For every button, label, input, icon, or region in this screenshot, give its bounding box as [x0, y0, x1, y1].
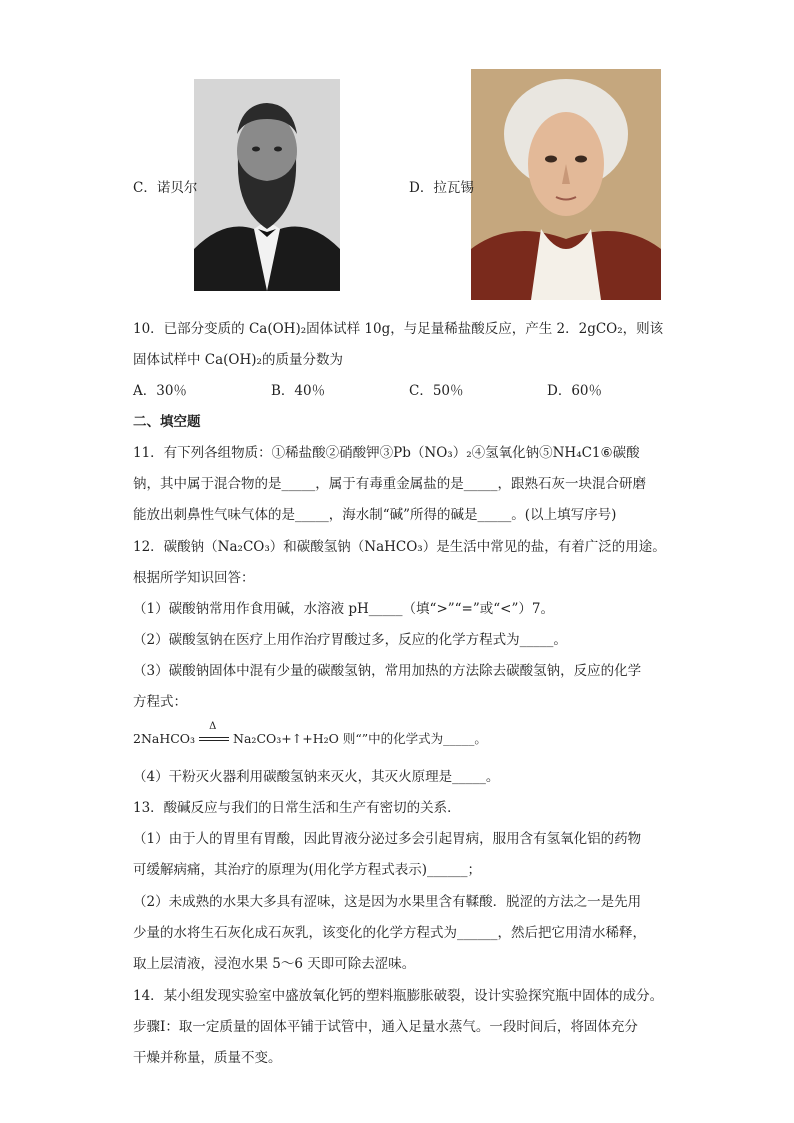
equation-arrow	[199, 720, 229, 745]
q13-part2c: 取上层清液，浸泡水果 5～6 天即可除去涩味。	[133, 956, 416, 972]
heat-condition: Δ	[209, 720, 217, 732]
q13-part2a: （2）未成熟的水果大多具有涩味，这是因为水果里含有鞣酸．脱涩的方法之一是先用	[133, 894, 642, 910]
q10-line2: 固体试样中 Ca(OH)₂的质量分数为	[133, 352, 343, 368]
lavoisier-portrait	[471, 69, 661, 300]
q12-line2: 根据所学知识回答：	[133, 570, 255, 586]
equation-left: 2NaHCO₃	[133, 731, 196, 746]
q12-part1: （1）碳酸钠常用作食用碱，水溶液 pH_____（填“>”“=”或“<”）7。	[133, 601, 554, 617]
q10-option-d: D．60％	[547, 383, 603, 399]
q11-line3: 能放出刺鼻性气味气体的是_____，海水制“碱”所得的碱是_____。(以上填写序号)	[133, 507, 617, 523]
q14-line2: 步骤Ⅰ：取一定质量的固体平铺于试管中，通入足量水蒸气。一段时间后，将固体充分	[133, 1019, 638, 1035]
q13-part2b: 少量的水将生石灰化成石灰乳，该变化的化学方程式为______，然后把它用清水稀释，	[133, 925, 646, 941]
option-c-label: C．诺贝尔	[133, 180, 198, 196]
q13-part1b: 可缓解病痛，其治疗的原理为(用化学方程式表示)______；	[133, 862, 482, 878]
q10-option-a: A．30％	[133, 383, 187, 399]
nobel-portrait	[194, 79, 340, 291]
q10-option-b: B．40％	[271, 383, 326, 399]
q10-option-c: C．50％	[409, 383, 464, 399]
q14-line1: 14．某小组发现实验室中盛放氧化钙的塑料瓶膨胀破裂，设计实验探究瓶中固体的成分。	[133, 988, 664, 1004]
q10-line1: 10．已部分变质的 Ca(OH)₂固体试样 10g，与足量稀盐酸反应，产生 2．2gCO₂，则该	[133, 321, 664, 337]
q12-part3b: 方程式：	[133, 694, 187, 710]
q12-part3a: （3）碳酸钠固体中混有少量的碳酸氢钠，常用加热的方法除去碳酸氢钠，反应的化学	[133, 663, 642, 679]
q12-line1: 12．碳酸钠（Na₂CO₃）和碳酸氢钠（NaHCO₃）是生活中常见的盐，有着广泛的用途。	[133, 539, 666, 555]
q12-part4: （4）干粉灭火器利用碳酸氢钠来灭火，其灭火原理是_____。	[133, 769, 500, 785]
section-title: 二、填空题	[133, 414, 201, 430]
q13-part1a: （1）由于人的胃里有胃酸，因此胃液分泌过多会引起胃病，服用含有氢氧化铝的药物	[133, 831, 642, 847]
q13-line1: 13．酸碱反应与我们的日常生活和生产有密切的关系．	[133, 800, 461, 816]
q12-equation	[133, 720, 487, 747]
q12-part2: （2）碳酸氢钠在医疗上用作治疗胃酸过多，反应的化学方程式为_____。	[133, 632, 567, 648]
equation-right: Na₂CO₃+↑+H₂O 则“”中的化学式为_____。	[233, 731, 487, 746]
q11-line2: 钠，其中属于混合物的是_____，属于有毒重金属盐的是_____，跟熟石灰一块混合研磨	[133, 476, 646, 492]
q11-line1: 11．有下列各组物质：①稀盐酸②硝酸钾③Pb（NO₃）₂④氢氧化钠⑤NH₄C1⑥碳酸	[133, 445, 640, 461]
option-d-label: D．拉瓦锡	[409, 180, 474, 196]
q14-line3: 干燥并称量，质量不变。	[133, 1050, 282, 1066]
